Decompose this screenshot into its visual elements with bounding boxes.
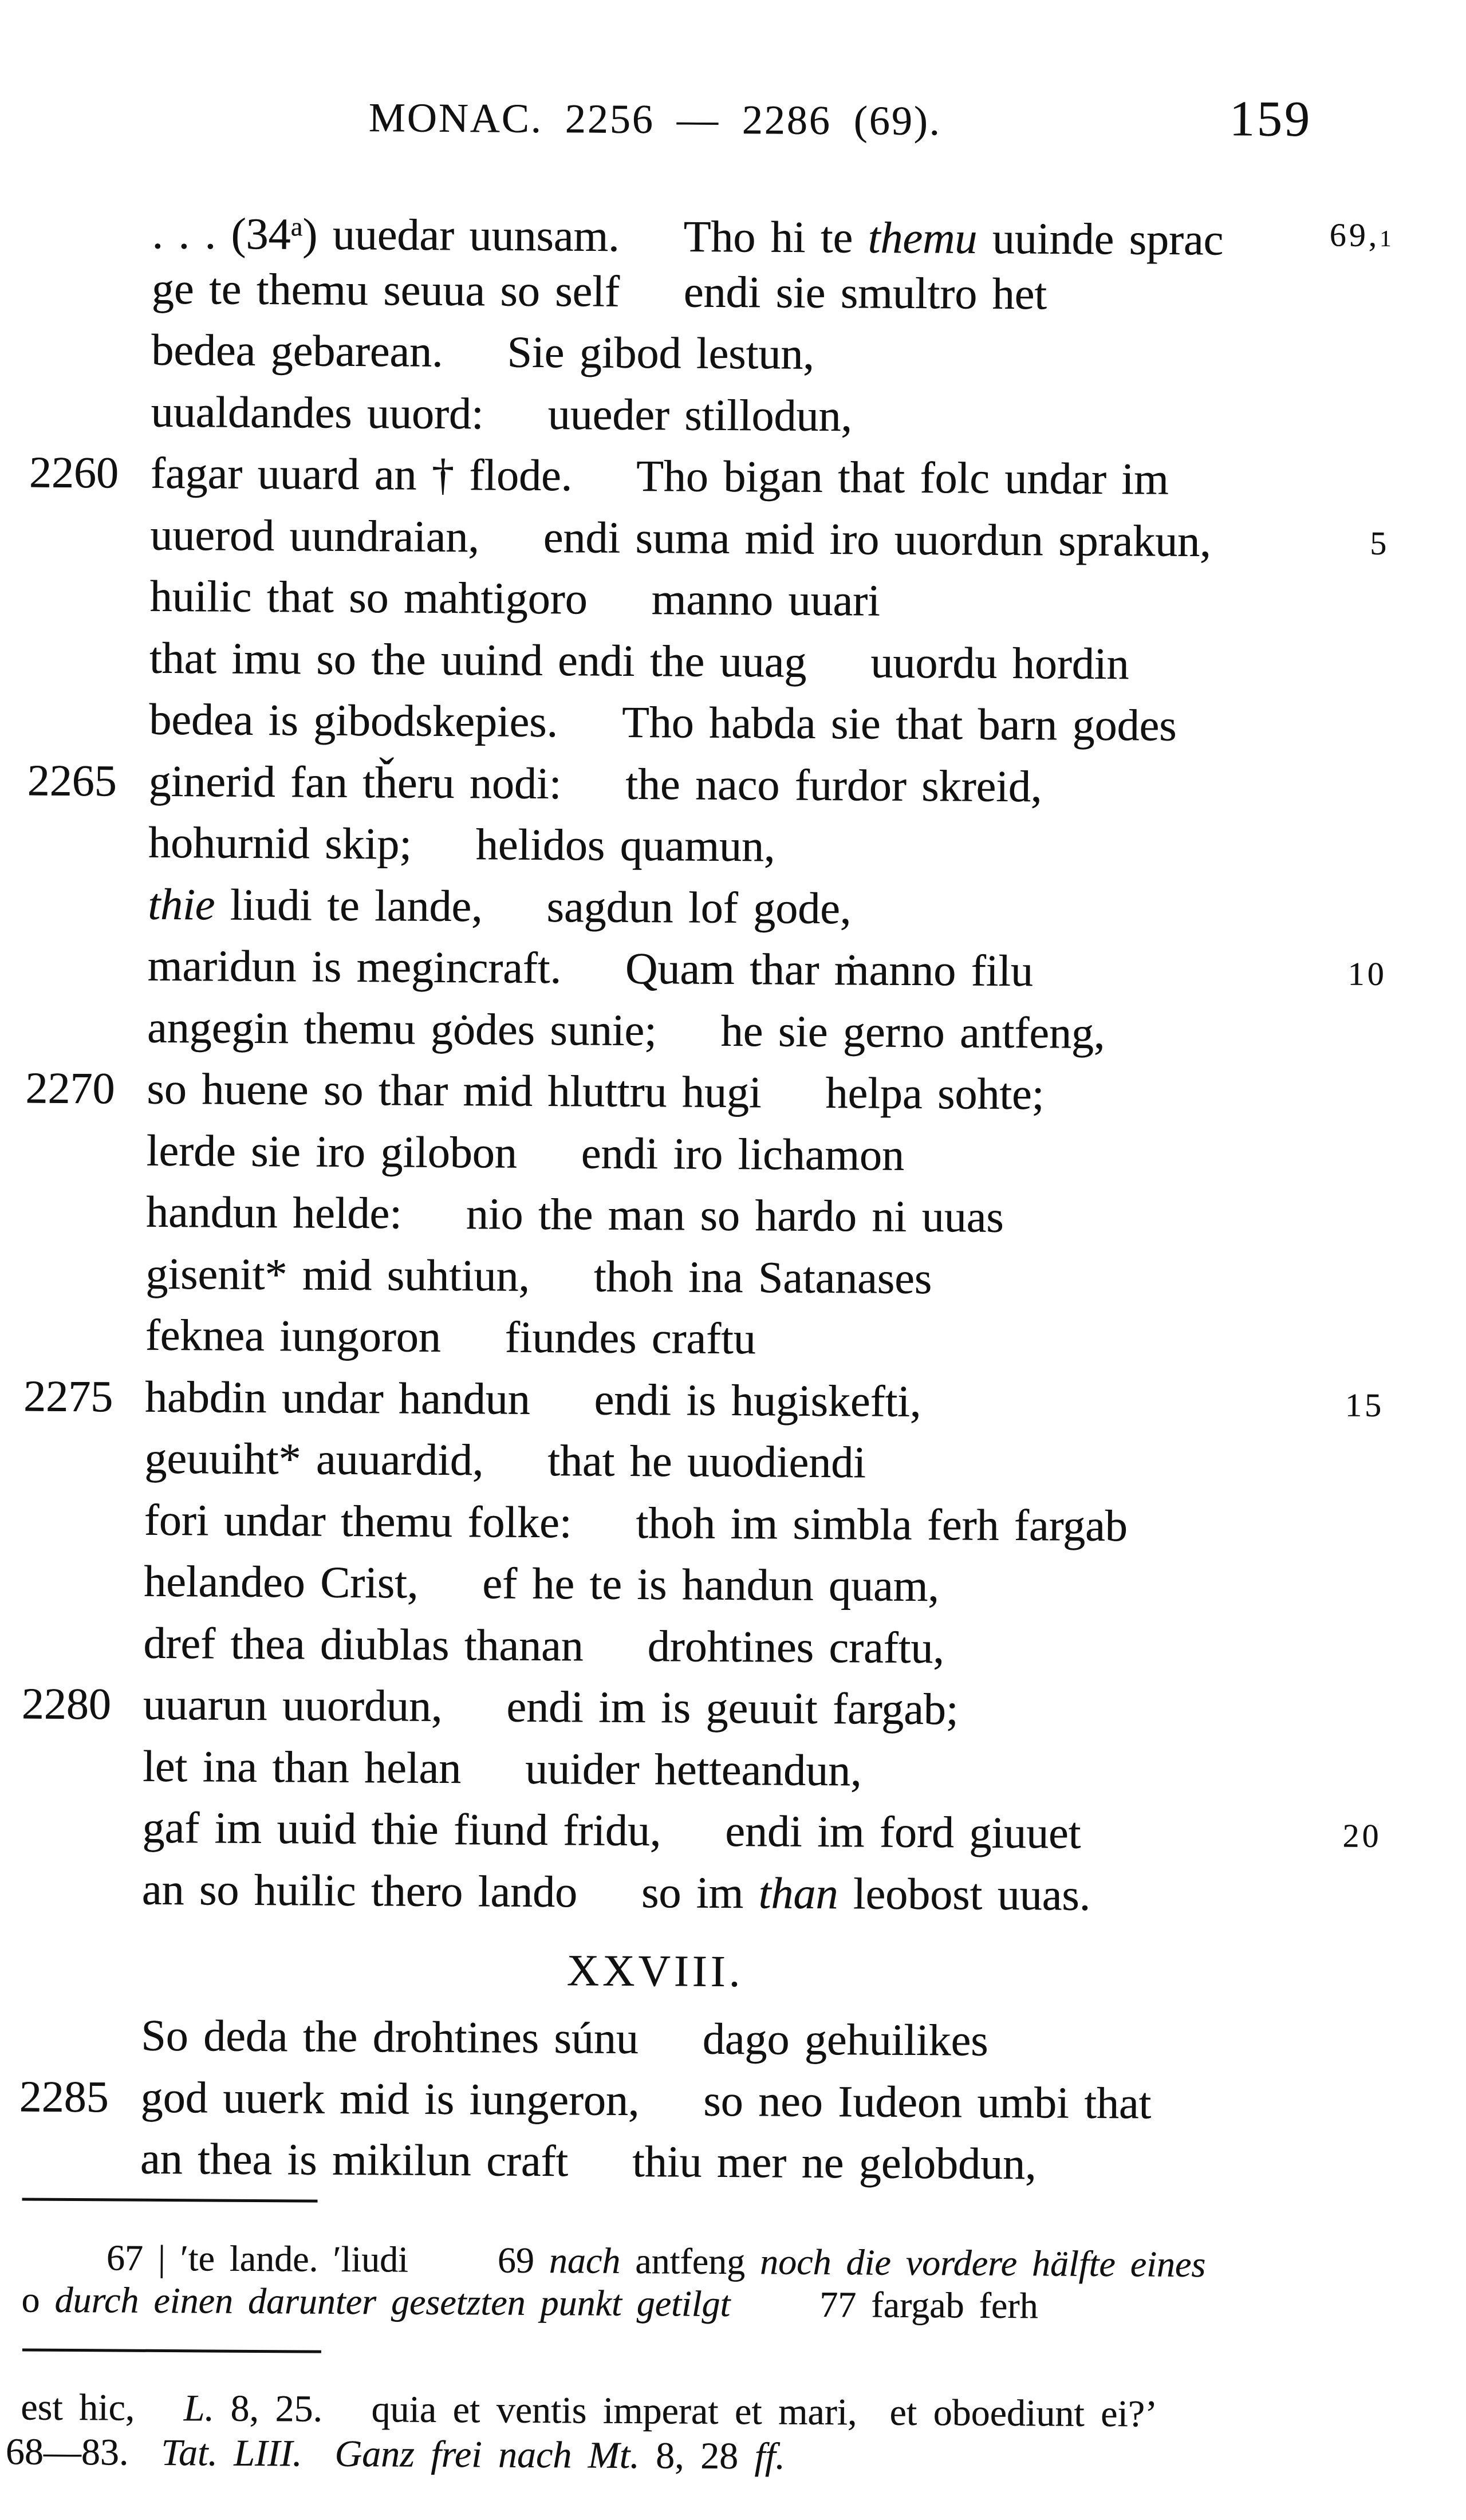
margin-ref: 10 (1347, 955, 1387, 993)
verse-text: an thea is mikilun craft thiu mer ne gelobdun, (140, 2133, 1037, 2189)
verse-text: bedea is gibodskepies. Tho habda sie that barn godes (149, 694, 1177, 750)
caesura-gap (482, 921, 546, 922)
verse-line-number: 2265 (27, 754, 117, 805)
verse-text: so huene so thar mid hluttru hugi helpa sohte; (147, 1063, 1045, 1119)
verse-line-number: 2280 (21, 1678, 112, 1729)
source-note-line: est hic, L. 8, 25. quia et ventis imperat et mari, et oboediunt ei?’ (21, 2386, 1158, 2435)
apparatus-line: o durch einen darunter gesetzten punkt getilgt 77 fargab ferh (21, 2279, 1038, 2326)
verse-line (0, 1242, 1459, 1312)
verse-text: dref thea diublas thanan drohtines craftu, (143, 1617, 945, 1672)
verse-line (0, 318, 1464, 388)
verse-line (0, 380, 1464, 450)
verse-line (0, 1303, 1458, 1373)
source-note-line: 68—83. Tat. LIII. Ganz frei nach Mt. 8, 28 ff. (5, 2431, 786, 2478)
verse-text: thie liudi te lande, sagdun lof gode, (148, 879, 852, 933)
verse-line (0, 257, 1464, 327)
caesura-gap (761, 1107, 825, 1108)
verse-line (0, 503, 1463, 573)
verse-text: hohurnid skip; helidos quamun, (148, 817, 775, 871)
verse-text: god uuerk mid is iungeron, so neo Iudeon umbi that (140, 2072, 1152, 2128)
verse-line (0, 1488, 1457, 1558)
caesura-gap (572, 490, 636, 491)
verse-text: lerde sie iro gilobon endi iro lichamon (146, 1125, 905, 1180)
caesura-gap (657, 1045, 721, 1046)
verse-line-number: 2260 (29, 447, 119, 498)
verse-line-number: 2275 (23, 1370, 113, 1421)
verse-text: . . . (34$^a$) uuedar uunsam. Tho hi te themu uuinde sprac (152, 208, 1224, 265)
verse-text: helandeo Crist, ef he te is handun quam, (143, 1556, 940, 1611)
verse-line (0, 810, 1461, 881)
verse-line-number: 2270 (25, 1062, 115, 1113)
verse-text: geuuiht* auuardid, that he uuodiendi (144, 1432, 866, 1487)
caesura-gap (572, 1537, 636, 1538)
caesura-gap (442, 1721, 506, 1722)
caesura-gap (561, 798, 625, 799)
verse-line (0, 195, 1465, 265)
margin-ref: 20 (1342, 1817, 1382, 1854)
verse-text: ge te themu seuua so self endi sie smultro het (151, 263, 1047, 318)
caesura-gap (483, 428, 547, 429)
caesura-gap (530, 1290, 594, 1291)
verse-line (0, 2003, 1454, 2074)
apparatus-notes (21, 2236, 1402, 2329)
verse-text: fori undar themu folke: thoh im simbla ferh fargab (144, 1494, 1128, 1550)
verse-text: angegin themu gȯdes sunie; he sie gerno antfeng, (147, 1002, 1105, 1058)
verse-line (0, 1672, 1456, 1743)
verse-text: bedea gebarean. Sie gibod lestun, (151, 324, 814, 379)
verse-text: ginerid fan tȟeru nodi: the naco furdor skreid, (148, 755, 1042, 811)
running-header: MONAC. 2256 — 2286 (69). (368, 94, 941, 144)
verse-line (0, 1734, 1455, 1805)
verse-line (0, 626, 1462, 696)
footnote-rule-upper (22, 2198, 318, 2202)
caesura-gap (639, 2115, 703, 2116)
verse-text: let ina than helan uuider hetteandun, (142, 1741, 862, 1795)
verse-line (0, 1119, 1459, 1189)
verse-text: feknea iungoron fiundes craftu (145, 1309, 756, 1364)
verse-line (0, 1426, 1457, 1497)
verse-text: handun helde: nio the man so hardo ni uuas (145, 1186, 1004, 1242)
verse-line (0, 687, 1462, 758)
source-notes (6, 2385, 1432, 2483)
verse-text: uualdandes uuord: uueder stillodun, (151, 386, 853, 440)
verse-line (0, 1611, 1456, 1682)
footnote-rule-lower (22, 2348, 321, 2353)
verse-line (0, 2065, 1453, 2136)
apparatus-line: 67 | ′te lande. ′liudi 69 nach antfeng noch die vordere hälfte eines (106, 2237, 1206, 2285)
caesura-gap (588, 613, 652, 614)
margin-ref: 5 (1370, 524, 1390, 562)
verse-line (0, 749, 1461, 820)
verse-line (0, 872, 1461, 943)
caesura-gap (661, 1845, 725, 1846)
verse-line (0, 1365, 1457, 1435)
caesura-gap (584, 1660, 648, 1661)
verse-text: uuarun uuordun, endi im is geuuit fargab; (143, 1679, 959, 1734)
verse-line (0, 441, 1463, 511)
verse-text: an so huilic thero lando so im than leobost uuas. (141, 1864, 1091, 1920)
verse-line (0, 1796, 1455, 1866)
caesura-gap (402, 1228, 466, 1229)
verse-text: habdin undar handun endi is hugiskefti, (144, 1371, 921, 1426)
margin-ref: 69,1 (1329, 216, 1392, 254)
page-number: 159 (1229, 91, 1313, 148)
verse-text: So deda the drohtines súnu dago gehuilikes (141, 2010, 988, 2065)
verse-line (0, 1857, 1455, 1928)
verse-line (0, 1180, 1459, 1250)
caesura-gap (639, 2053, 703, 2054)
caesura-gap (517, 1167, 581, 1168)
verse-text: uuerod uundraian, endi suma mid iro uuordun sprakun, (150, 509, 1211, 566)
verse-line (0, 1057, 1460, 1127)
verse-text: that imu so the uuind endi the uuag uuordu hordin (149, 632, 1129, 688)
verse-text: gaf im uuid thie fiund fridu, endi im ford giuuet (142, 1802, 1081, 1858)
verse-text: maridun is megincraft. Quam thar ṁanno filu (147, 940, 1034, 996)
verse-line (0, 2127, 1453, 2197)
verse-line (0, 564, 1463, 635)
margin-ref: 15 (1345, 1386, 1385, 1424)
caesura-gap (530, 1413, 594, 1414)
verse-line-number: 2285 (19, 2070, 109, 2121)
verse-line (0, 1549, 1456, 1620)
verse-line (0, 934, 1460, 1004)
verse-block (0, 195, 1465, 2197)
verse-line (0, 995, 1460, 1066)
verse-text: huilic that so mahtigoro manno uuari (149, 570, 880, 625)
caesura-gap (412, 859, 476, 860)
verse-text: fagar uuard an † flode. Tho bigan that folc undar im (150, 447, 1169, 504)
verse-text: gisenit* mid suhtiun, thoh ina Satanases (145, 1248, 932, 1303)
caesura-gap (806, 676, 870, 677)
section-heading: XXVIII. (566, 1945, 744, 1997)
